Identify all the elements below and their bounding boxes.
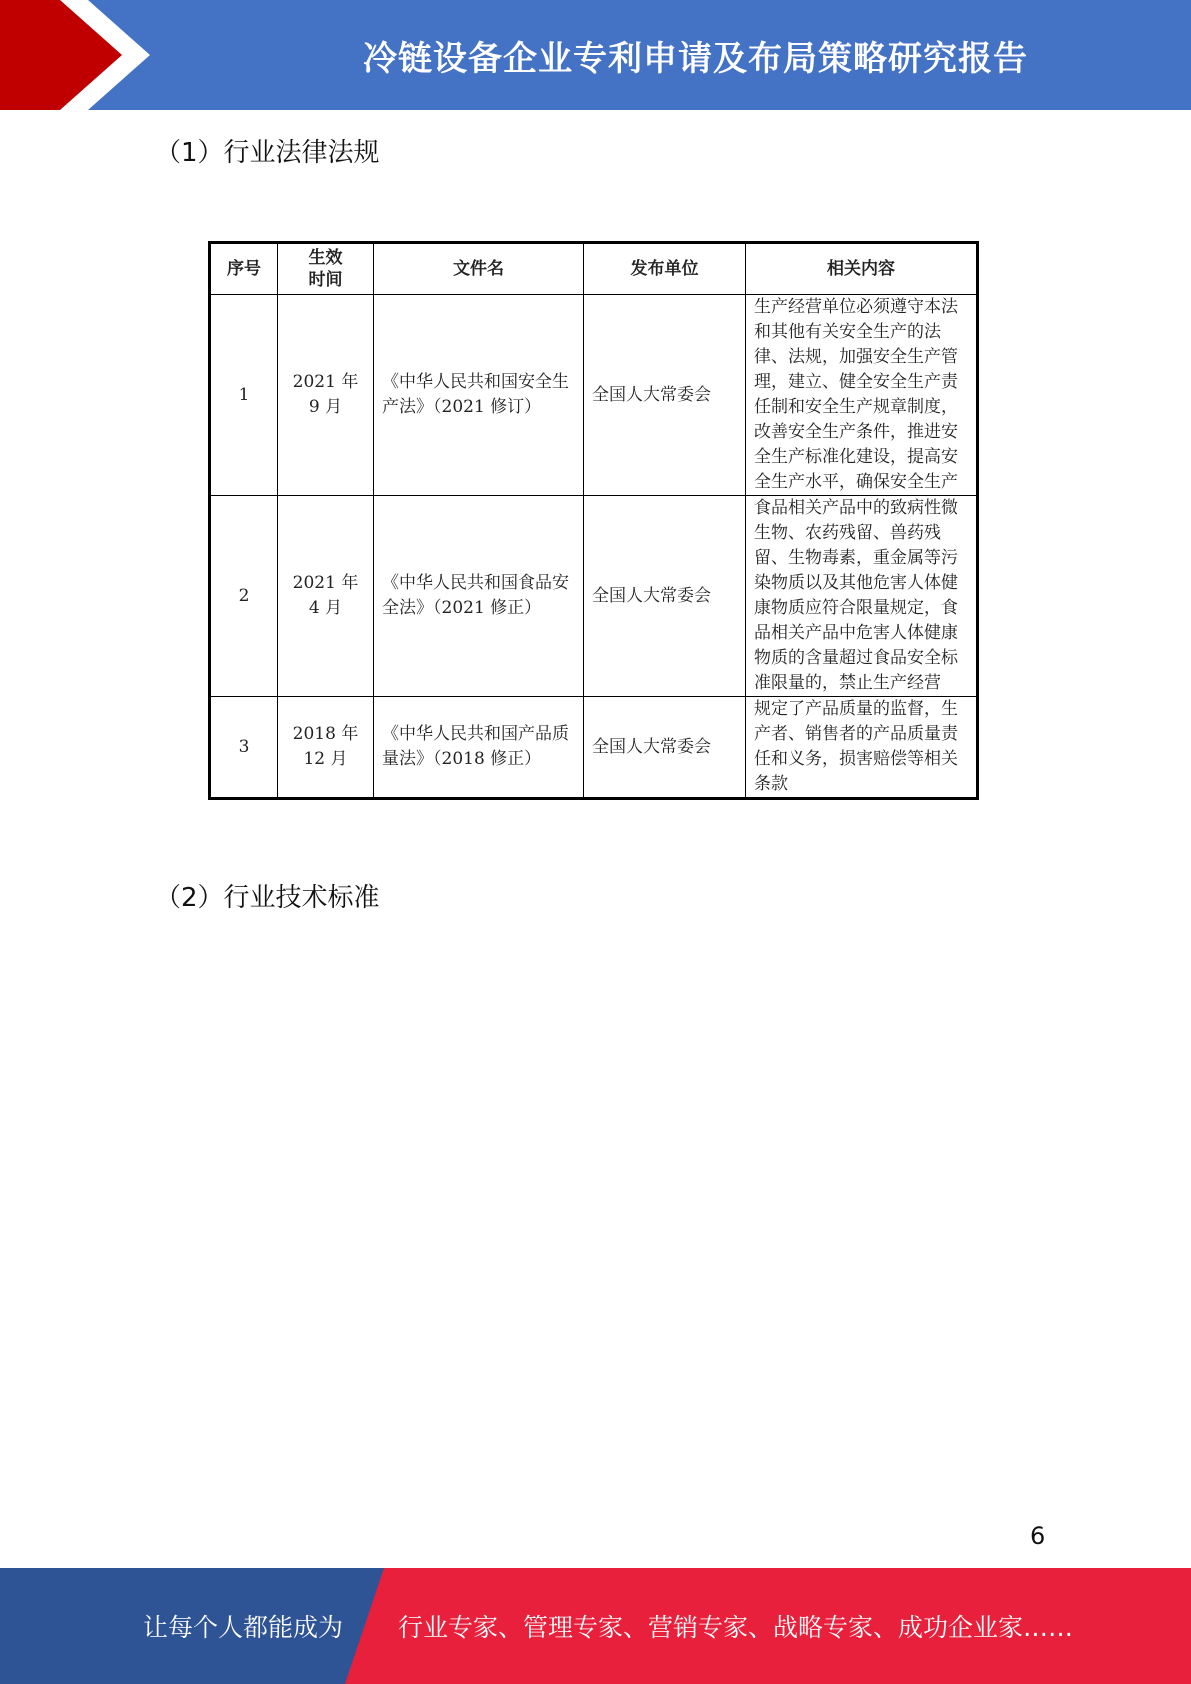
cell-org: 全国人大常委会 — [584, 295, 746, 496]
col-header-content: 相关内容 — [746, 243, 978, 295]
page-number: 6 — [1030, 1522, 1046, 1550]
cell-date: 2021 年 9 月 — [278, 295, 374, 496]
table-row — [210, 295, 978, 496]
table-row — [210, 697, 978, 799]
page-header — [0, 0, 1191, 110]
table-header-row — [210, 243, 978, 295]
col-header-no: 序号 — [210, 243, 278, 295]
cell-no: 1 — [210, 295, 278, 496]
col-header-org: 发布单位 — [584, 243, 746, 295]
footer-slogan-left: 让每个人都能成为 — [143, 1613, 344, 1642]
cell-name: 《中华人民共和国安全生产法》（2021 修订） — [374, 295, 584, 496]
cell-name: 《中华人民共和国食品安全法》（2021 修正） — [374, 496, 584, 697]
cell-no: 2 — [210, 496, 278, 697]
table-row — [210, 496, 978, 697]
cell-date: 2018 年 12 月 — [278, 697, 374, 799]
page-footer — [0, 1568, 1191, 1684]
report-title: 冷链设备企业专利申请及布局策略研究报告 — [363, 38, 1028, 79]
section-heading-standards: （2）行业技术标准 — [155, 883, 380, 913]
footer-slogan-right: 行业专家、管理专家、营销专家、战略专家、成功企业家…… — [398, 1613, 1074, 1642]
cell-content: 食品相关产品中的致病性微生物、农药残留、兽药残留、生物毒素，重金属等污染物质以及其他危害人体健康物质应符合限量规定，食品相关产品中危害人体健康物质的含量超过食品安全标准限量的，禁止生产经营 — [746, 496, 978, 697]
cell-org: 全国人大常委会 — [584, 496, 746, 697]
cell-date: 2021 年 4 月 — [278, 496, 374, 697]
section-heading-laws: （1）行业法律法规 — [155, 138, 380, 168]
laws-table — [208, 241, 979, 800]
cell-content: 规定了产品质量的监督，生产者、销售者的产品质量责任和义务，损害赔偿等相关条款 — [746, 697, 978, 799]
col-header-name: 文件名 — [374, 243, 584, 295]
cell-org: 全国人大常委会 — [584, 697, 746, 799]
cell-content: 生产经营单位必须遵守本法和其他有关安全生产的法律、法规，加强安全生产管理，建立、健全安全生产责任制和安全生产规章制度，改善安全生产条件，推进安全生产标准化建设，提高安全生产水平，确保安全生产 — [746, 295, 978, 496]
cell-no: 3 — [210, 697, 278, 799]
cell-name: 《中华人民共和国产品质量法》（2018 修正） — [374, 697, 584, 799]
col-header-date: 生效时间 — [278, 243, 374, 295]
header-chevron-decoration — [0, 0, 220, 110]
